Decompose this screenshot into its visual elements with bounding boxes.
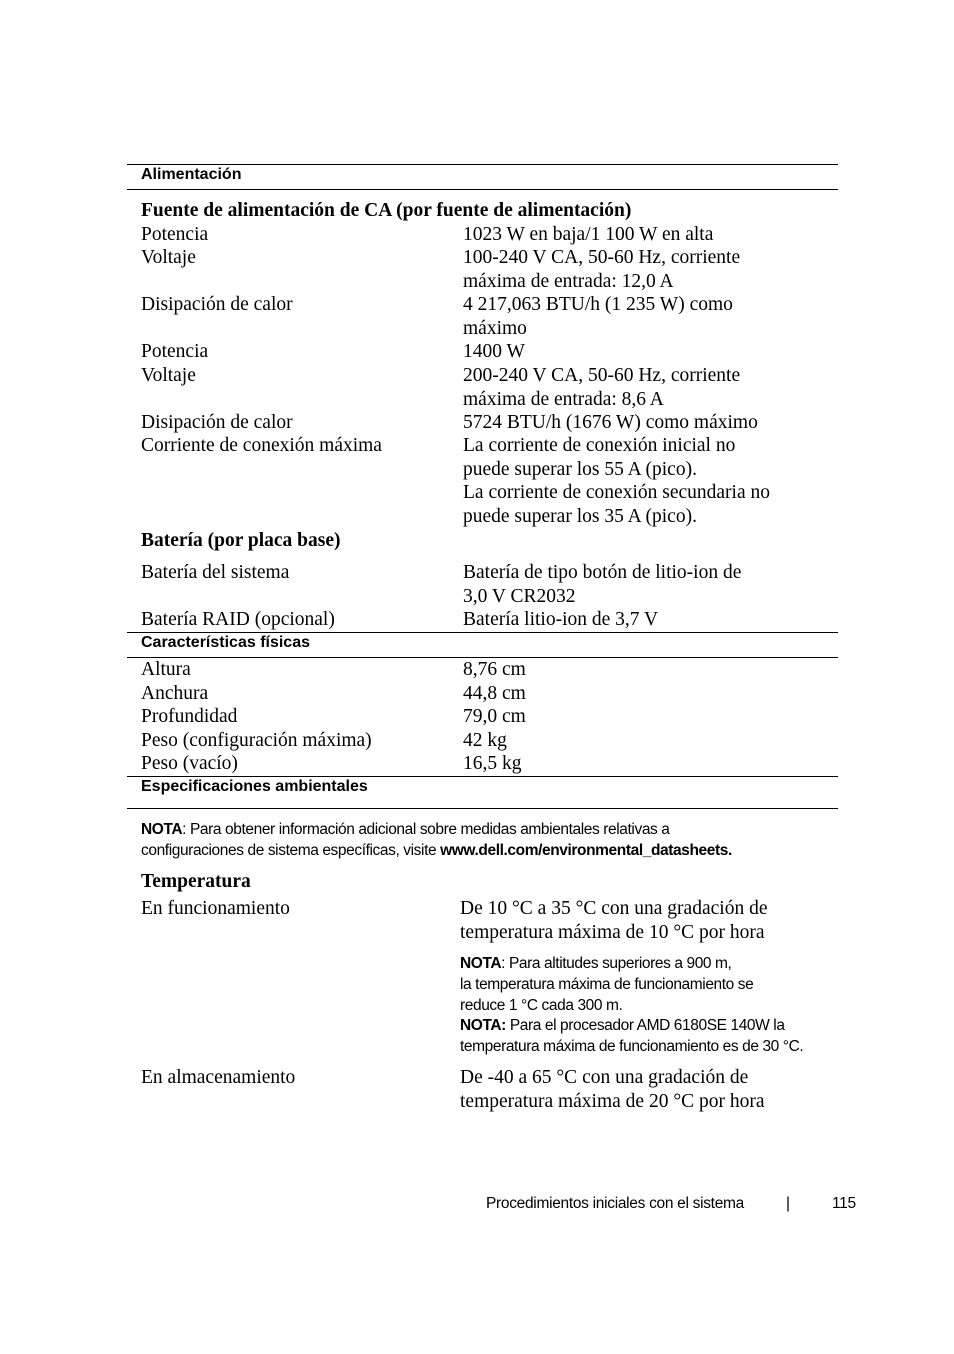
row-value: 200-240 V CA, 50-60 Hz, corriente máxima de entrada: 8,6 A	[463, 365, 741, 410]
row-label: Altura	[141, 659, 191, 680]
row-value: 4 217,063 BTU/h (1 235 W) como máximo	[463, 294, 733, 339]
environmental-note	[141, 819, 732, 861]
section-heading-environmental: Especificaciones ambientales	[141, 778, 368, 795]
row-value: Batería de tipo botón de litio-ion de 3,0 V CR2032	[463, 562, 742, 607]
row-label: Peso (vacío)	[141, 753, 238, 774]
datasheets-link[interactable]: www.dell.com/environmental_datasheets.	[440, 842, 732, 859]
row-label: Batería RAID (opcional)	[141, 609, 335, 630]
page-number: 115	[832, 1195, 856, 1212]
row-label: Corriente de conexión máxima	[141, 435, 382, 456]
battery-heading: Batería (por placa base)	[141, 530, 341, 551]
row-value: 1400 W	[463, 341, 525, 362]
note-prefix: NOTA:	[460, 1017, 506, 1034]
row-value: 44,8 cm	[463, 683, 526, 704]
operating-label: En funcionamiento	[141, 898, 290, 919]
note-prefix: NOTA	[460, 955, 502, 972]
row-label: Disipación de calor	[141, 294, 293, 315]
ac-psu-heading: Fuente de alimentación de CA (por fuente de alimentación)	[141, 200, 632, 221]
row-value: 1023 W en baja/1 100 W en alta	[463, 224, 714, 245]
row-value: 8,76 cm	[463, 659, 526, 680]
temperature-heading: Temperatura	[141, 871, 251, 892]
footer-title: Procedimientos iniciales con el sistema	[486, 1195, 744, 1212]
row-label: Batería del sistema	[141, 562, 290, 583]
operating-value: De 10 °C a 35 °C con una gradación de temperatura máxima de 10 °C por hora	[460, 898, 768, 943]
row-label: Anchura	[141, 683, 209, 704]
rule-environmental-bottom	[127, 808, 838, 809]
operating-note-altitude: NOTA: Para altitudes superiores a 900 m, la temperatura máxima de funcionamiento se reduce 1 °C cada 300 m.	[460, 955, 754, 1014]
storage-value: De -40 a 65 °C con una gradación de temperatura máxima de 20 °C por hora	[460, 1067, 765, 1112]
row-value: Batería litio-ion de 3,7 V	[463, 609, 659, 630]
row-label: Potencia	[141, 224, 209, 245]
row-value: 42 kg	[463, 730, 507, 751]
row-label: Disipación de calor	[141, 412, 293, 433]
row-label: Profundidad	[141, 706, 238, 727]
row-label: Voltaje	[141, 365, 196, 386]
row-value: 79,0 cm	[463, 706, 526, 727]
note-prefix: NOTA	[141, 821, 183, 838]
row-label: Voltaje	[141, 247, 196, 268]
row-value: La corriente de conexión inicial no puede superar los 55 A (pico). La corriente de conexión secundaria no puede superar los 35 A (pico).	[463, 435, 770, 527]
storage-label: En almacenamiento	[141, 1067, 296, 1088]
row-value: 100-240 V CA, 50-60 Hz, corriente máxima de entrada: 12,0 A	[463, 247, 741, 292]
row-label: Potencia	[141, 341, 209, 362]
note-text: : Para obtener información adicional sobre medidas ambientales relativas a	[182, 821, 670, 838]
footer-separator: |	[786, 1195, 790, 1212]
note-text: configuraciones de sistema específicas, visite	[141, 842, 441, 859]
row-value: 16,5 kg	[463, 753, 522, 774]
operating-note-processor: NOTA: Para el procesador AMD 6180SE 140W la temperatura máxima de funcionamiento es de 30 °C.	[460, 1017, 804, 1055]
row-label: Peso (configuración máxima)	[141, 730, 372, 751]
section-heading-physical: Características físicas	[141, 634, 310, 651]
section-heading-power: Alimentación	[141, 166, 242, 183]
row-value: 5724 BTU/h (1676 W) como máximo	[463, 412, 758, 433]
rule-power-bottom	[127, 189, 838, 190]
